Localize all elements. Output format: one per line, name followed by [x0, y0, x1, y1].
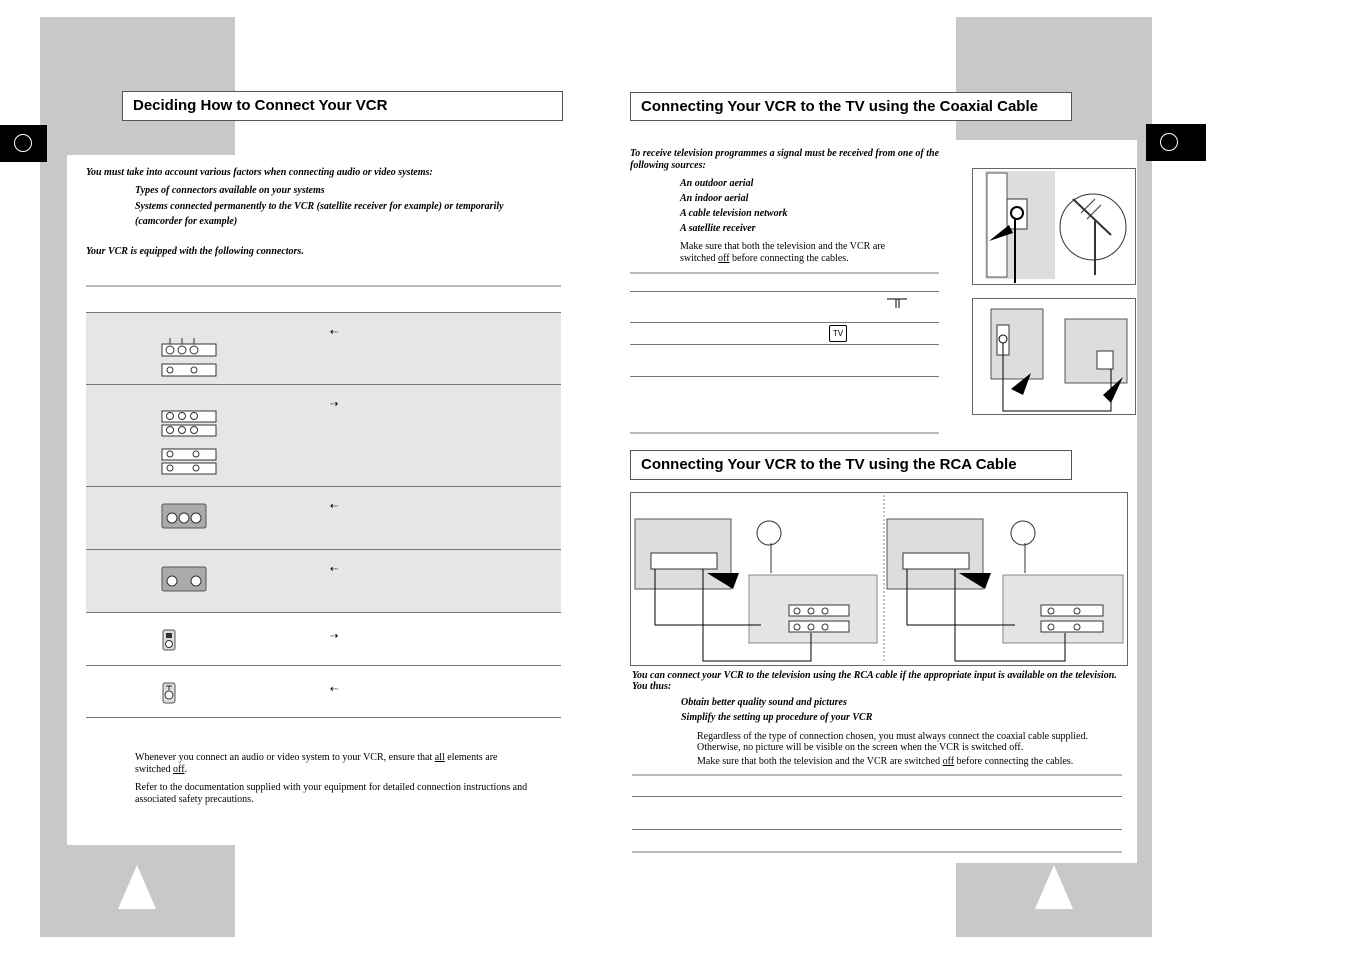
coaxial-required-note: Regardless of the type of connection chosen, you must always connect the coaxial cable supplied. Otherwise, no picture will be visible on the screen when the VCR is switched off.: [697, 731, 1088, 753]
tab-circle-icon: [14, 134, 32, 152]
coax-switch-note: [680, 241, 885, 265]
aerial-socket-icon: [886, 297, 908, 309]
benefit-item: Simplify the setting up procedure of your VCR: [681, 712, 873, 723]
step-rule: [632, 851, 1122, 853]
rca-intro: You can connect your VCR to the television using the RCA cable if the appropriate input is available on the television. You thus:: [632, 670, 1117, 692]
vcr-to-tv-illustration: [973, 299, 1135, 414]
note-text: .: [184, 764, 188, 775]
section-title: Connecting Your VCR to the TV using the Coaxial Cable: [630, 92, 1072, 121]
note-text: Whenever you connect an audio or video system to your VCR, ensure that: [135, 752, 435, 763]
table-row: [86, 385, 561, 487]
step-rule: [630, 291, 939, 292]
tab-circle-icon: [1160, 133, 1178, 151]
aerial-in-connector-icon: [162, 682, 176, 704]
benefit-item: Obtain better quality sound and pictures: [681, 697, 847, 708]
table-row: [86, 313, 561, 385]
left-page-tab: [0, 125, 47, 162]
factor-item: (camcorder for example): [135, 216, 238, 227]
intro-text: You must take into account various factors when connecting audio or video systems:: [86, 167, 433, 178]
source-item: An indoor aerial: [680, 193, 749, 204]
note-text: Make sure that both the television and the VCR are: [680, 241, 886, 252]
input-icon: ⇠: [330, 501, 339, 512]
equipped-text: Your VCR is equipped with the following connectors.: [86, 246, 304, 257]
table-row: [86, 550, 561, 613]
page-title: Deciding How to Connect Your VCR: [122, 91, 563, 121]
note-emphasis: all: [434, 752, 445, 763]
step-rule: [632, 774, 1122, 776]
documentation-note: Refer to the documentation supplied with your equipment for detailed connection instructions and associated safety precautions.: [135, 782, 528, 805]
step-rule: [630, 322, 939, 323]
page-number-triangle-icon: [1035, 865, 1073, 909]
table-row: [86, 613, 561, 666]
rca-connection-illustration: [631, 493, 1127, 665]
note-text: Make sure that both the television and the VCR are switched: [697, 756, 943, 767]
rca-diagram: [630, 492, 1128, 666]
section-title: Connecting Your VCR to the TV using the RCA Cable: [630, 450, 1072, 480]
coax-aerial-diagram: [972, 168, 1136, 285]
source-item: A satellite receiver: [680, 223, 756, 234]
step-rule: [632, 829, 1122, 830]
right-page-tab: [1146, 124, 1206, 161]
table-top-rule: [86, 285, 561, 287]
tv-icon: [829, 325, 847, 342]
tv-icon-label: TV: [832, 329, 844, 338]
coax-intro: To receive television programmes a signal must be received from one of the following sources:: [630, 148, 940, 171]
connection-note: [135, 752, 555, 776]
audio-video-output-connector-icon: [160, 403, 220, 481]
source-item: An outdoor aerial: [680, 178, 754, 189]
note-emphasis: off: [173, 764, 185, 775]
table-row: [86, 666, 561, 718]
front-av-connector-icon: [161, 503, 207, 529]
coax-tv-diagram: [972, 298, 1136, 415]
factor-item: Types of connectors available on your systems: [135, 185, 325, 196]
note-text: elements are: [444, 752, 498, 763]
output-icon: ⇢: [330, 399, 339, 410]
input-icon: ⇠: [330, 564, 339, 575]
front-audio-connector-icon: [161, 566, 207, 592]
factor-item: Systems connected permanently to the VCR (satellite receiver for example) or temporarily: [135, 201, 504, 212]
step-rule: [630, 272, 939, 274]
source-item: A cable television network: [680, 208, 788, 219]
aerial-to-vcr-illustration: [973, 169, 1135, 284]
note-text: switched: [135, 764, 174, 775]
table-row: [86, 487, 561, 550]
output-icon: ⇢: [330, 631, 339, 642]
step-rule: [632, 796, 1122, 797]
note-text: before connecting the cables.: [954, 756, 1074, 767]
note-emphasis: off: [718, 253, 730, 264]
input-icon: ⇠: [330, 327, 339, 338]
input-icon: ⇠: [330, 684, 339, 695]
note-text: before connecting the cables.: [729, 253, 849, 264]
note-text: switched: [680, 253, 719, 264]
step-rule: [630, 376, 939, 377]
rca-switch-note: [697, 756, 1073, 767]
note-emphasis: off: [942, 756, 955, 767]
audio-video-input-connector-icon: [160, 335, 220, 379]
rf-out-connector-icon: [162, 629, 176, 651]
step-rule: [630, 344, 939, 345]
page-number-triangle-icon: [118, 865, 156, 909]
step-rule: [630, 432, 939, 434]
